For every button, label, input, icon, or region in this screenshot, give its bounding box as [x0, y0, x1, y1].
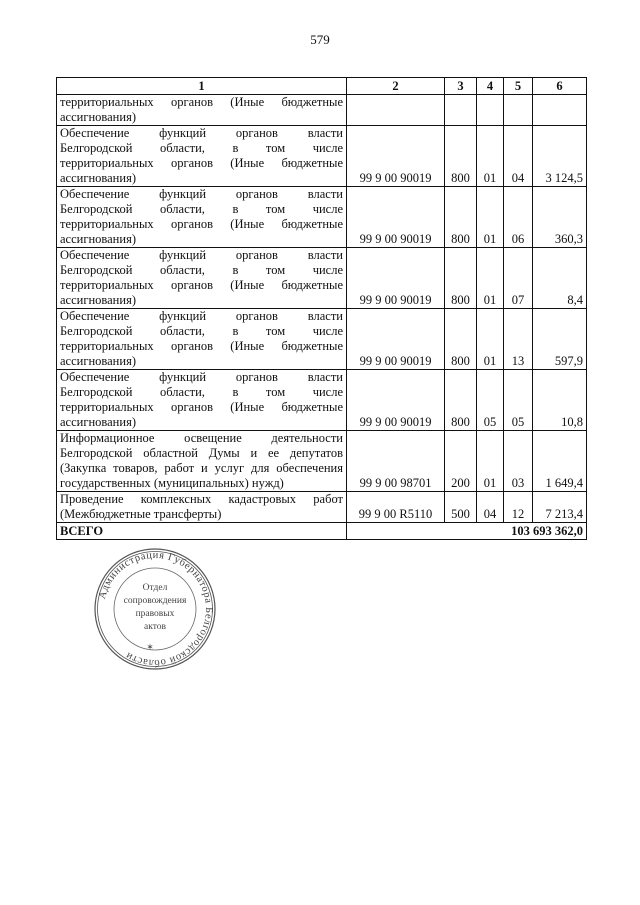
- description-line: территориальных органов (Иные бюджетные: [60, 400, 343, 414]
- row-expense-type: 800: [445, 126, 477, 187]
- row-target-code: 99 9 00 90019: [347, 309, 445, 370]
- row-target-code: 99 9 00 R5110: [347, 492, 445, 523]
- row-section: [477, 95, 504, 126]
- description-line: Обеспечение функций органов власти: [60, 309, 343, 323]
- description-line: территориальных органов (Иные бюджетные: [60, 217, 343, 231]
- description-line: ассигнования): [60, 232, 136, 246]
- header-cell: 4: [477, 78, 504, 95]
- header-cell: 5: [504, 78, 533, 95]
- row-section: 01: [477, 431, 504, 492]
- description-line: территориальных органов (Иные бюджетные: [60, 95, 343, 109]
- total-label: ВСЕГО: [57, 523, 347, 540]
- table-row: [57, 187, 587, 248]
- description-line: территориальных органов (Иные бюджетные: [60, 278, 343, 292]
- description-line: Белгородской области, в том числе: [60, 202, 343, 216]
- row-amount: 8,4: [533, 248, 587, 309]
- row-description: [57, 95, 347, 126]
- description-line: Белгородской области, в том числе: [60, 141, 343, 155]
- row-subsection: 06: [504, 187, 533, 248]
- table-row: [57, 492, 587, 523]
- row-target-code: 99 9 00 90019: [347, 187, 445, 248]
- row-description: [57, 492, 347, 523]
- row-expense-type: 200: [445, 431, 477, 492]
- row-expense-type: 800: [445, 309, 477, 370]
- row-amount: 10,8: [533, 370, 587, 431]
- table-row: [57, 370, 587, 431]
- description-line: Белгородской областной Думы и ее депутатов: [60, 446, 343, 460]
- row-amount: [533, 95, 587, 126]
- row-target-code: 99 9 00 90019: [347, 126, 445, 187]
- header-row: [57, 78, 587, 95]
- table-row: [57, 248, 587, 309]
- description-line: ассигнования): [60, 293, 136, 307]
- row-section: 01: [477, 126, 504, 187]
- stamp-center-line: актов: [144, 622, 166, 632]
- row-subsection: [504, 95, 533, 126]
- row-subsection: 07: [504, 248, 533, 309]
- description-line: Белгородской области, в том числе: [60, 324, 343, 338]
- row-description: [57, 187, 347, 248]
- row-section: 01: [477, 248, 504, 309]
- table-row: [57, 431, 587, 492]
- row-subsection: 12: [504, 492, 533, 523]
- description-line: территориальных органов (Иные бюджетные: [60, 156, 343, 170]
- description-line: Белгородской области, в том числе: [60, 263, 343, 277]
- official-stamp: [92, 546, 218, 672]
- row-expense-type: 800: [445, 248, 477, 309]
- description-line: Обеспечение функций органов власти: [60, 370, 343, 384]
- row-section: 01: [477, 309, 504, 370]
- description-line: ассигнования): [60, 354, 136, 368]
- row-section: 01: [477, 187, 504, 248]
- description-line: государственных (муниципальных) нужд): [60, 476, 284, 490]
- header-cell: 6: [533, 78, 587, 95]
- header-cell: 1: [57, 78, 347, 95]
- description-line: ассигнования): [60, 415, 136, 429]
- row-amount: 597,9: [533, 309, 587, 370]
- row-description: [57, 309, 347, 370]
- row-section: 05: [477, 370, 504, 431]
- row-description: [57, 126, 347, 187]
- stamp-center-line: Отдел: [142, 583, 168, 593]
- header-cell: 2: [347, 78, 445, 95]
- row-subsection: 05: [504, 370, 533, 431]
- row-subsection: 04: [504, 126, 533, 187]
- header-cell: 3: [445, 78, 477, 95]
- row-target-code: 99 9 00 90019: [347, 248, 445, 309]
- total-amount: 103 693 362,0: [347, 523, 587, 540]
- row-subsection: 13: [504, 309, 533, 370]
- row-expense-type: [445, 95, 477, 126]
- description-line: территориальных органов (Иные бюджетные: [60, 339, 343, 353]
- row-description: [57, 370, 347, 431]
- row-description: [57, 431, 347, 492]
- row-expense-type: 800: [445, 187, 477, 248]
- table-row: [57, 95, 587, 126]
- row-amount: 360,3: [533, 187, 587, 248]
- row-target-code: 99 9 00 90019: [347, 370, 445, 431]
- row-amount: 7 213,4: [533, 492, 587, 523]
- row-amount: 3 124,5: [533, 126, 587, 187]
- row-target-code: [347, 95, 445, 126]
- row-amount: 1 649,4: [533, 431, 587, 492]
- description-line: Проведение комплексных кадастровых работ: [60, 492, 343, 506]
- table-row: [57, 126, 587, 187]
- description-line: Обеспечение функций органов власти: [60, 126, 343, 140]
- total-row: [57, 523, 587, 540]
- row-expense-type: 500: [445, 492, 477, 523]
- table-row: [57, 309, 587, 370]
- stamp-center-line: сопровождения: [123, 596, 187, 606]
- svg-text:✶: ✶: [146, 642, 154, 652]
- stamp-ring-text: Администрация Губернатора Белгородской области: [97, 549, 215, 669]
- description-line: (Закупка товаров, работ и услуг для обеспечения: [60, 461, 343, 475]
- budget-table: [56, 77, 587, 540]
- row-expense-type: 800: [445, 370, 477, 431]
- row-target-code: 99 9 00 98701: [347, 431, 445, 492]
- description-line: ассигнования): [60, 171, 136, 185]
- row-subsection: 03: [504, 431, 533, 492]
- description-line: Белгородской области, в том числе: [60, 385, 343, 399]
- stamp-center-line: правовых: [135, 609, 175, 619]
- description-line: Обеспечение функций органов власти: [60, 187, 343, 201]
- row-description: [57, 248, 347, 309]
- description-line: Обеспечение функций органов власти: [60, 248, 343, 262]
- row-section: 04: [477, 492, 504, 523]
- description-line: (Межбюджетные трансферты): [60, 507, 222, 521]
- page-number: 579: [310, 32, 330, 47]
- description-line: Информационное освещение деятельности: [60, 431, 343, 445]
- description-line: ассигнования): [60, 110, 136, 124]
